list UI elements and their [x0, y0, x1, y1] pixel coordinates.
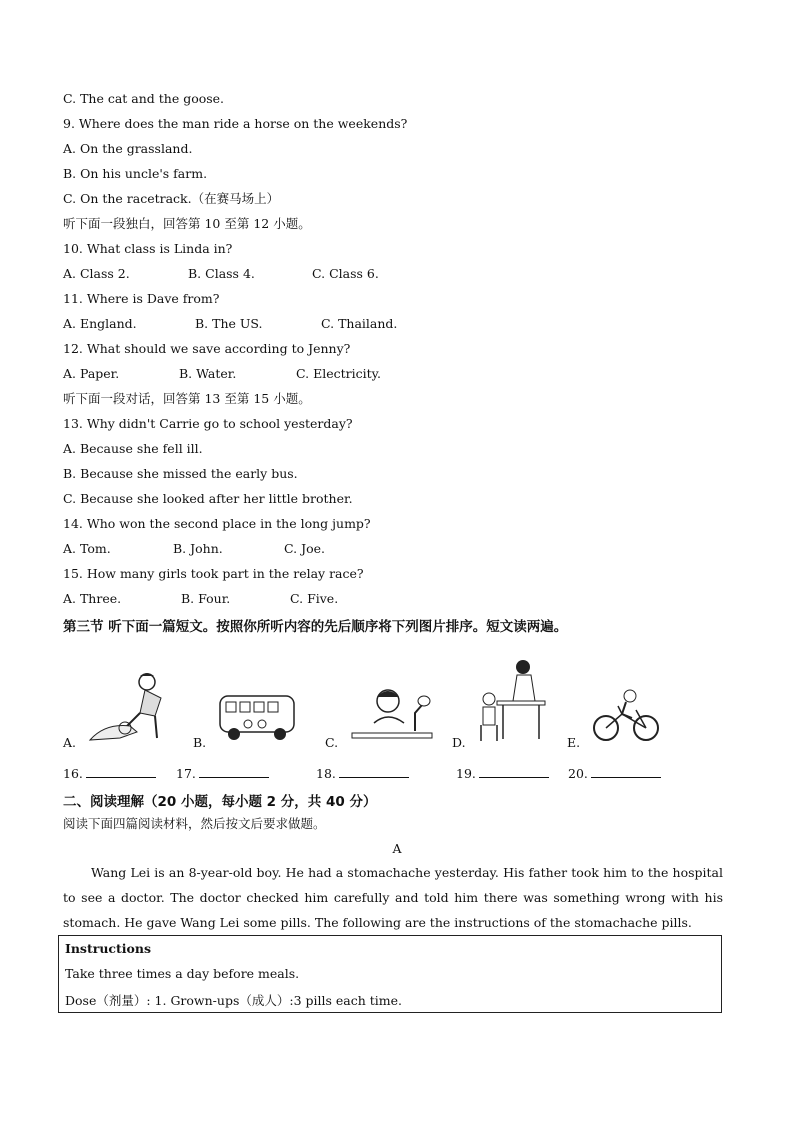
option-text: C. The cat and the goose.: [63, 91, 225, 106]
section3-heading: 第三节 听下面一篇短文。按照你所听内容的先后顺序将下列图片排序。短文读两遍。: [63, 619, 568, 635]
answer-blank-18[interactable]: 18.: [316, 765, 409, 781]
passage-label: A: [392, 841, 402, 856]
injured-person-picture: [85, 668, 180, 743]
question-15: 15. How many girls took part in the relay race?: [63, 566, 364, 581]
boy-cycling-picture: [592, 688, 660, 743]
question-10: 10. What class is Linda in?: [63, 241, 233, 256]
option-a: A. England.: [63, 316, 137, 331]
answer-blank-17[interactable]: 17.: [176, 765, 269, 781]
option-text: C. On the racetrack.（在赛马场上）: [63, 191, 280, 206]
family-table-picture: [475, 655, 555, 743]
option-c: C. Thailand.: [321, 316, 398, 331]
option-b: B. Water.: [179, 366, 237, 381]
instructions-title: Instructions: [65, 941, 152, 956]
passage-text: Wang Lei is an 8-year-old boy. He had a stomachache yesterday. His father took him to the hospital to see a doctor. The doctor checked him carefully and told him there was something wrong with his stomach. He gave Wang Lei some pills. The following are the instructions of the stomachache pills.: [63, 865, 723, 930]
option-a: A. Paper.: [63, 366, 120, 381]
instructions-line: Dose（剂量）: 1. Grown-ups（成人）:3 pills each time.: [65, 993, 403, 1008]
answer-blank-20[interactable]: 20.: [568, 765, 661, 781]
option-text: A. Because she fell ill.: [63, 441, 203, 456]
question-14: 14. Who won the second place in the long jump?: [63, 516, 371, 531]
question-13: 13. Why didn't Carrie go to school yesterday?: [63, 416, 353, 431]
option-b: B. Class 4.: [188, 266, 255, 281]
answer-blank-19[interactable]: 19.: [456, 765, 549, 781]
option-c: C. Class 6.: [312, 266, 379, 281]
option-b: B. Four.: [181, 591, 231, 606]
answer-blank-16[interactable]: 16.: [63, 765, 156, 781]
section-instruction: 听下面一段对话，回答第 13 至第 15 小题。: [63, 391, 311, 406]
picture-label-e: E.: [567, 735, 581, 750]
picture-label-d: D.: [452, 735, 466, 750]
question-9: 9. Where does the man ride a horse on the weekends?: [63, 116, 408, 131]
option-text: A. On the grassland.: [63, 141, 193, 156]
picture-label-c: C.: [325, 735, 339, 750]
part2-instruction: 阅读下面四篇阅读材料，然后按文后要求做题。: [63, 816, 326, 831]
option-c: C. Five.: [290, 591, 339, 606]
option-c: C. Electricity.: [296, 366, 381, 381]
option-b: B. The US.: [195, 316, 263, 331]
option-b: B. John.: [173, 541, 223, 556]
boy-writing-picture: [350, 683, 435, 743]
instructions-line: Take three times a day before meals.: [65, 966, 300, 981]
instructions-box: [58, 935, 722, 1013]
question-12: 12. What should we save according to Jenny?: [63, 341, 351, 356]
option-a: A. Three.: [63, 591, 122, 606]
picture-label-a: A.: [63, 735, 77, 750]
option-c: C. Joe.: [284, 541, 325, 556]
option-text: C. Because she looked after her little brother.: [63, 491, 353, 506]
section-instruction: 听下面一段独白，回答第 10 至第 12 小题。: [63, 216, 311, 231]
option-text: B. Because she missed the early bus.: [63, 466, 298, 481]
school-bus-picture: [218, 688, 298, 743]
option-text: B. On his uncle's farm.: [63, 166, 208, 181]
option-a: A. Class 2.: [63, 266, 130, 281]
question-11: 11. Where is Dave from?: [63, 291, 220, 306]
picture-label-b: B.: [193, 735, 207, 750]
part2-heading: 二、阅读理解（20 小题，每小题 2 分，共 40 分）: [63, 794, 377, 810]
option-a: A. Tom.: [63, 541, 111, 556]
